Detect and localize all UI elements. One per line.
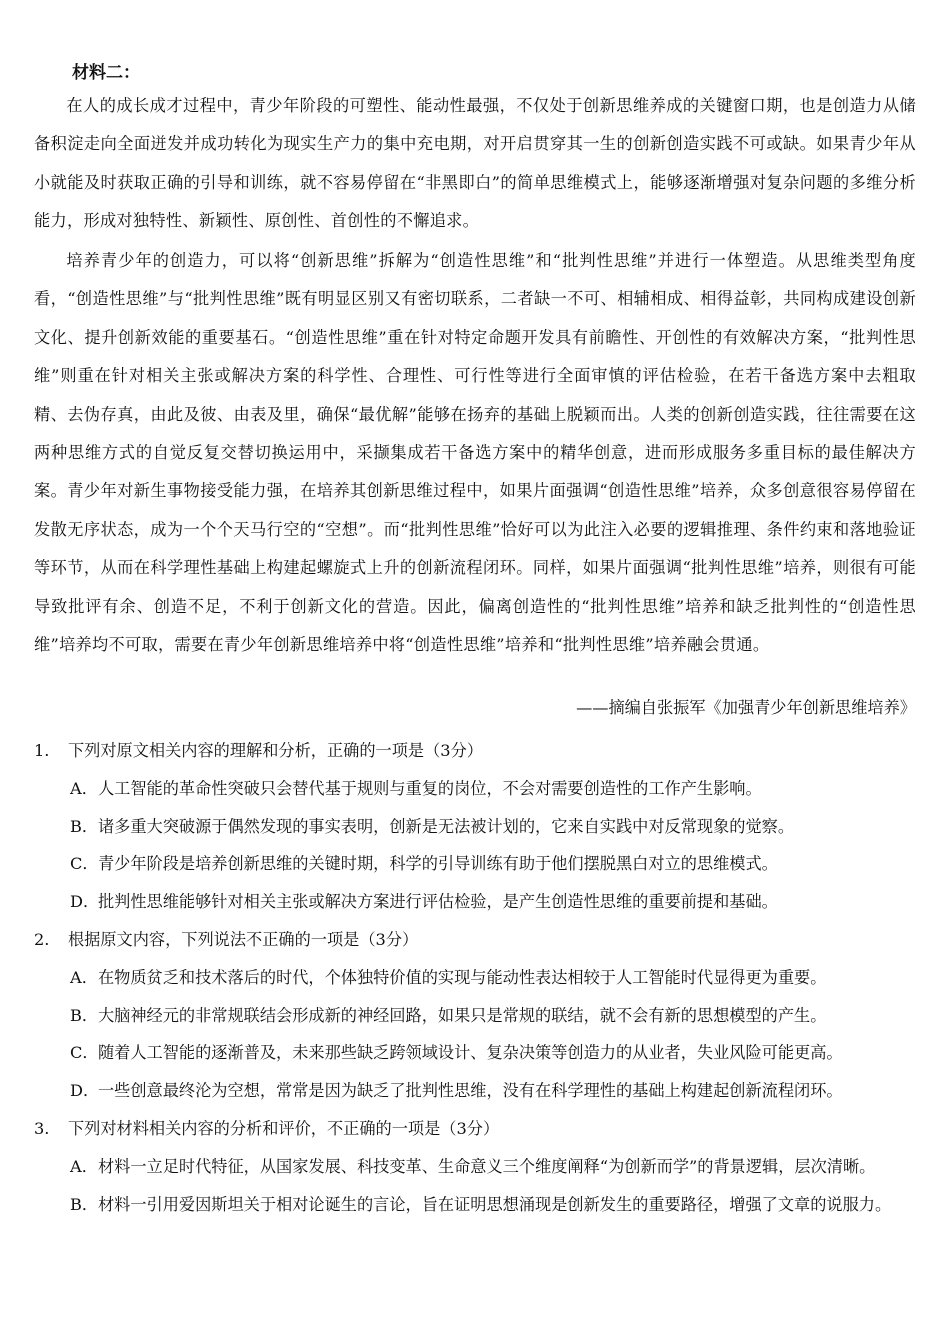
option-letter: D． <box>70 1081 100 1101</box>
question-number: 3. <box>34 1118 50 1138</box>
question-text: 根据原文内容，下列说法不正确的一项是（3分） <box>68 929 419 949</box>
option-text: 大脑神经元的非常规联结会形成新的神经回路，如果只是常规的联结，就不会有新的思想模型的产生。 <box>98 1005 827 1025</box>
option-text: 在物质贫乏和技术落后的时代，个体独特价值的实现与能动性表达相较于人工智能时代显得更为重要。 <box>98 967 827 987</box>
question-3-option-a[interactable] <box>34 1148 916 1186</box>
question-number: 1. <box>34 741 50 760</box>
option-letter: D． <box>70 892 100 912</box>
question-text: 下列对原文相关内容的理解和分析，正确的一项是（3分） <box>68 741 483 760</box>
question-1-option-c[interactable] <box>34 845 916 883</box>
question-2-option-a[interactable] <box>34 959 916 997</box>
option-text: 诸多重大突破源于偶然发现的事实表明，创新是无法被计划的，它来自实践中对反常现象的觉察。 <box>98 816 795 836</box>
question-number: 2. <box>34 929 50 949</box>
question-2-option-b[interactable] <box>34 997 916 1035</box>
question-text: 下列对材料相关内容的分析和评价，不正确的一项是（3分） <box>68 1118 500 1138</box>
option-letter: B． <box>70 816 99 836</box>
option-text: 材料一立足时代特征，从国家发展、科技变革、生命意义三个维度阐释“为创新而学”的背景逻辑，层次清晰。 <box>98 1156 876 1176</box>
question-2-option-d[interactable] <box>34 1072 916 1110</box>
option-letter: C． <box>70 854 99 874</box>
option-letter: B． <box>70 1005 99 1025</box>
question-list <box>34 732 916 1223</box>
material-paragraph-2: 培养青少年的创造力，可以将“创新思维”拆解为“创造性思维”和“批判性思维”并进行一体塑造。从思维类型角度看，“创造性思维”与“批判性思维”既有明显区别又有密切联系，二者缺一不可、相辅相成、相得益彰，共同构成建设创新文化、提升创新效能的重要基石。“创造性思维”重在针对特定命题开发具有前瞻性、开创性的有效解决方案，“批判性思维”则重在针对相关主张或解决方案的科学性、合理性、可行性等进行全面审慎的评估检验，在若干备选方案中去粗取精、去伪存真，由此及彼、由表及里，确保“最优解”能够在扬弃的基础上脱颖而出。人类的创新创造实践，往往需要在这两种思维方式的自觉反复交替切换运用中，采撷集成若干备选方案中的精华创意，进而形成服务多重目标的最佳解决方案。青少年对新生事物接受能力强，在培养其创新思维过程中，如果片面强调“创造性思维”培养，众多创意很容易停留在发散无序状态，成为一个个天马行空的“空想”。而“批判性思维”恰好可以为此注入必要的逻辑推理、条件约束和落地验证等环节，从而在科学理性基础上构建起螺旋式上升的创新流程闭环。同样，如果片面强调“批判性思维”培养，则很有可能导致批评有余、创造不足，不利于创新文化的营造。因此，偏离创造性的“批判性思维”培养和缺乏批判性的“创造性思维”培养均不可取，需要在青少年创新思维培养中将“创造性思维”培养和“批判性思维”培养融会贯通。 <box>34 251 916 655</box>
material-heading: 材料二： <box>72 63 140 83</box>
option-letter: A． <box>70 967 98 987</box>
source-citation: ——摘编自张振军《加强青少年创新思维培养》 <box>576 698 916 717</box>
option-text: 材料一引用爱因斯坦关于相对论诞生的言论，旨在证明思想涌现是创新发生的重要路径，增强了文章的说服力。 <box>98 1194 892 1214</box>
option-text: 批判性思维能够针对相关主张或解决方案进行评估检验，是产生创造性思维的重要前提和基础。 <box>98 892 778 912</box>
option-text: 一些创意最终沦为空想，常常是因为缺乏了批判性思维，没有在科学理性的基础上构建起创新流程闭环。 <box>98 1081 843 1101</box>
question-3-stem <box>34 1110 916 1148</box>
question-2-option-c[interactable] <box>34 1034 916 1072</box>
question-1-option-b[interactable] <box>34 808 916 846</box>
question-1-option-a[interactable] <box>34 770 916 808</box>
option-letter: A． <box>70 778 98 798</box>
question-2-stem <box>34 921 916 959</box>
option-letter: C． <box>70 1043 99 1063</box>
option-text: 人工智能的革命性突破只会替代基于规则与重复的岗位，不会对需要创造性的工作产生影响。 <box>98 778 762 798</box>
material-paragraph-1: 在人的成长成才过程中，青少年阶段的可塑性、能动性最强，不仅处于创新思维养成的关键窗口期，也是创造力从储备积淀走向全面迸发并成功转化为现实生产力的集中充电期，对开启贯穿其一生的创新创造实践不可或缺。如果青少年从小就能及时获取正确的引导和训练，就不容易停留在“非黑即白”的简单思维模式上，能够逐渐增强对复杂问题的多维分析能力，形成对独特性、新颖性、原创性、首创性的不懈追求。 <box>34 96 916 231</box>
option-letter: B． <box>70 1194 99 1214</box>
option-letter: A． <box>70 1156 98 1176</box>
question-3-option-b[interactable] <box>34 1186 916 1224</box>
question-1-option-d[interactable] <box>34 883 916 921</box>
option-text: 青少年阶段是培养创新思维的关键时期，科学的引导训练有助于他们摆脱黑白对立的思维模式。 <box>98 854 778 874</box>
option-text: 随着人工智能的逐渐普及，未来那些缺乏跨领域设计、复杂决策等创造力的从业者，失业风险可能更高。 <box>98 1043 843 1063</box>
question-1-stem <box>34 732 916 770</box>
